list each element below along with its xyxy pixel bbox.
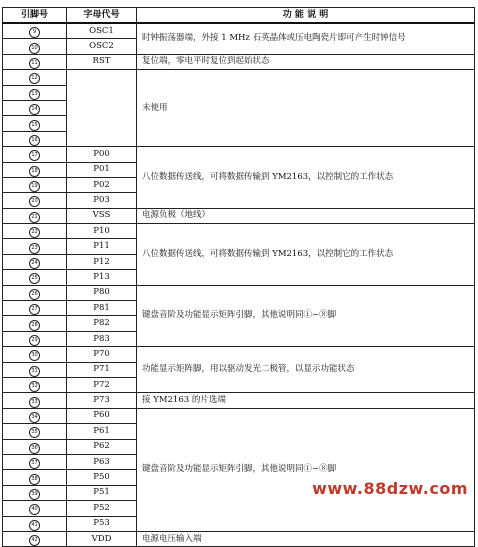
pin-cell bbox=[3, 331, 67, 346]
code-cell: P83 bbox=[67, 331, 137, 346]
pin-cell bbox=[3, 116, 67, 131]
pin-number: 10 bbox=[29, 43, 40, 54]
description-cell: 功能显示矩阵脚，用以驱动发光二极管，以显示功能状态 bbox=[137, 347, 475, 393]
pin-cell bbox=[3, 162, 67, 177]
code-cell: P72 bbox=[67, 377, 137, 392]
pin-cell bbox=[3, 531, 67, 546]
pin-cell bbox=[3, 147, 67, 162]
pin-number: 20 bbox=[29, 196, 40, 207]
table-row bbox=[3, 208, 475, 223]
pin-cell bbox=[3, 362, 67, 377]
pin-cell bbox=[3, 393, 67, 408]
table-header-row bbox=[3, 8, 475, 24]
description-cell: 八位数据传送线，可将数据传输到 YM2163，以控制它的工作状态 bbox=[137, 224, 475, 286]
pin-cell bbox=[3, 224, 67, 239]
code-cell: P82 bbox=[67, 316, 137, 331]
pin-number: 40 bbox=[29, 504, 40, 515]
table-row bbox=[3, 347, 475, 362]
pin-number: 33 bbox=[29, 397, 40, 408]
code-cell: P80 bbox=[67, 285, 137, 300]
description-cell: 接 YM2163 的片选端 bbox=[137, 393, 475, 408]
pin-number: 19 bbox=[29, 181, 40, 192]
description-cell: 时钟振荡器端，外接 1 MHz 石英晶体或压电陶瓷片即可产生时钟信号 bbox=[137, 23, 475, 54]
pin-number: 9 bbox=[29, 27, 40, 38]
pin-number: 17 bbox=[29, 150, 40, 161]
pin-number: 38 bbox=[29, 474, 40, 485]
description-cell: 八位数据传送线，可将数据传输到 YM2163，以控制它的工作状态 bbox=[137, 147, 475, 209]
code-cell: P03 bbox=[67, 193, 137, 208]
pin-cell bbox=[3, 208, 67, 223]
pin-cell bbox=[3, 347, 67, 362]
pin-cell bbox=[3, 270, 67, 285]
pin-cell bbox=[3, 131, 67, 146]
table-row bbox=[3, 531, 475, 546]
description-cell: 电源负极（地线） bbox=[137, 208, 475, 223]
table-row bbox=[3, 23, 475, 39]
pin-number: 15 bbox=[29, 120, 40, 131]
table-row bbox=[3, 408, 475, 423]
table-row bbox=[3, 393, 475, 408]
table-row bbox=[3, 285, 475, 300]
pin-number: 13 bbox=[29, 89, 40, 100]
code-cell: P50 bbox=[67, 470, 137, 485]
code-cell: P53 bbox=[67, 516, 137, 531]
code-cell: OSC1 bbox=[67, 23, 137, 39]
pin-cell bbox=[3, 501, 67, 516]
pin-number: 29 bbox=[29, 335, 40, 346]
pin-cell bbox=[3, 285, 67, 300]
description-cell: 电源电压输入端 bbox=[137, 531, 475, 546]
pin-cell bbox=[3, 439, 67, 454]
pin-number: 30 bbox=[29, 350, 40, 361]
pin-number: 25 bbox=[29, 273, 40, 284]
pin-number: 41 bbox=[29, 520, 40, 531]
code-cell: RST bbox=[67, 54, 137, 69]
pin-number: 34 bbox=[29, 412, 40, 423]
pin-cell bbox=[3, 424, 67, 439]
pin-number: 37 bbox=[29, 458, 40, 469]
pin-number: 36 bbox=[29, 443, 40, 454]
pin-number: 32 bbox=[29, 381, 40, 392]
description-cell: 复位端，零电平时复位到起始状态 bbox=[137, 54, 475, 69]
description-cell: 未使用 bbox=[137, 70, 475, 147]
code-cell: P10 bbox=[67, 224, 137, 239]
code-cell: P52 bbox=[67, 501, 137, 516]
table-row bbox=[3, 54, 475, 69]
pin-cell bbox=[3, 454, 67, 469]
code-cell: P12 bbox=[67, 254, 137, 269]
code-cell: P02 bbox=[67, 177, 137, 192]
pin-cell bbox=[3, 470, 67, 485]
code-cell: P00 bbox=[67, 147, 137, 162]
pin-number: 39 bbox=[29, 489, 40, 500]
pin-number: 26 bbox=[29, 289, 40, 300]
description-cell: 键盘音阶及功能显示矩阵引脚，其他说明同①~⑧脚 bbox=[137, 408, 475, 531]
code-cell: P70 bbox=[67, 347, 137, 362]
pin-cell bbox=[3, 23, 67, 39]
code-cell: P81 bbox=[67, 301, 137, 316]
code-cell: P63 bbox=[67, 454, 137, 469]
pin-number: 24 bbox=[29, 258, 40, 269]
pin-cell bbox=[3, 516, 67, 531]
pin-cell bbox=[3, 70, 67, 85]
pin-function-table bbox=[2, 7, 475, 547]
pin-cell bbox=[3, 193, 67, 208]
code-cell: P73 bbox=[67, 393, 137, 408]
code-cell: P60 bbox=[67, 408, 137, 423]
code-cell: VSS bbox=[67, 208, 137, 223]
pin-number: 11 bbox=[29, 58, 40, 69]
pin-cell bbox=[3, 377, 67, 392]
pin-number: 12 bbox=[29, 73, 40, 84]
pin-cell bbox=[3, 39, 67, 54]
code-cell: VDD bbox=[67, 531, 137, 546]
pin-number: 31 bbox=[29, 366, 40, 377]
header-function: 功 能 说 明 bbox=[137, 8, 475, 24]
pin-cell bbox=[3, 54, 67, 69]
pin-number: 22 bbox=[29, 227, 40, 238]
code-cell: P11 bbox=[67, 239, 137, 254]
code-cell: P61 bbox=[67, 424, 137, 439]
pin-cell bbox=[3, 301, 67, 316]
pin-cell bbox=[3, 177, 67, 192]
code-cell: P71 bbox=[67, 362, 137, 377]
code-cell: P13 bbox=[67, 270, 137, 285]
pin-cell bbox=[3, 254, 67, 269]
table-row bbox=[3, 224, 475, 239]
pin-cell bbox=[3, 239, 67, 254]
pin-number: 16 bbox=[29, 135, 40, 146]
pin-cell bbox=[3, 85, 67, 100]
pin-number: 27 bbox=[29, 304, 40, 315]
pin-number: 35 bbox=[29, 427, 40, 438]
table-row bbox=[3, 70, 475, 85]
pin-number: 14 bbox=[29, 104, 40, 115]
description-cell: 键盘音阶及功能显示矩阵引脚，其他说明同①~⑧脚 bbox=[137, 285, 475, 347]
pin-cell bbox=[3, 100, 67, 115]
pin-number: 28 bbox=[29, 320, 40, 331]
code-cell bbox=[67, 70, 137, 147]
table-row bbox=[3, 147, 475, 162]
pin-number: 42 bbox=[29, 535, 40, 546]
header-pin-number: 引脚号 bbox=[3, 8, 67, 24]
pin-number: 18 bbox=[29, 166, 40, 177]
pin-number: 21 bbox=[29, 212, 40, 223]
pin-cell bbox=[3, 485, 67, 500]
header-letter-code: 字母代号 bbox=[67, 8, 137, 24]
code-cell: P62 bbox=[67, 439, 137, 454]
pin-cell bbox=[3, 408, 67, 423]
pin-cell bbox=[3, 316, 67, 331]
code-cell: OSC2 bbox=[67, 39, 137, 54]
site-watermark: www.88dzw.com bbox=[312, 479, 468, 498]
code-cell: P01 bbox=[67, 162, 137, 177]
pin-number: 23 bbox=[29, 243, 40, 254]
code-cell: P51 bbox=[67, 485, 137, 500]
